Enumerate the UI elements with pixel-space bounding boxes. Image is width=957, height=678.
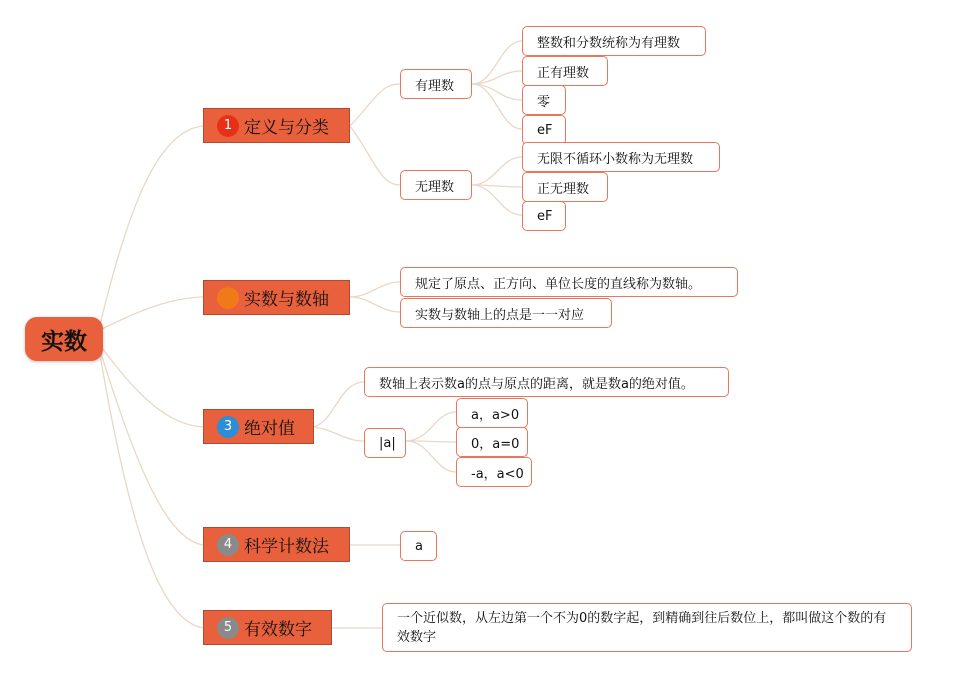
branch-label: 定义与分类 [244, 118, 329, 138]
leaf-ef-rational[interactable]: eF [522, 115, 566, 145]
branch-absolute-value[interactable] [203, 409, 314, 444]
leaf-one-to-one-correspondence[interactable]: 实数与数轴上的点是一一对应 [400, 298, 612, 328]
branch-label: 有效数字 [244, 620, 312, 640]
branch-definition-classification[interactable] [203, 108, 350, 143]
leaf-significant-figures-definition[interactable]: 一个近似数，从左边第一个不为0的数字起，到精确到往后数位上，都叫做这个数的有效数字 [382, 603, 912, 652]
number-5-icon: 5 [217, 617, 239, 639]
leaf-case-positive[interactable]: a，a>0 [456, 398, 528, 428]
leaf-number-line-definition[interactable]: 规定了原点、正方向、单位长度的直线称为数轴。 [400, 267, 738, 297]
number-4-icon: 4 [217, 534, 239, 556]
leaf-case-negative[interactable]: -a，a<0 [456, 457, 532, 487]
leaf-positive-irrational[interactable]: 正无理数 [522, 172, 608, 202]
branch-label: 绝对值 [244, 419, 295, 439]
branch-significant-figures[interactable] [203, 610, 332, 645]
branch-label: 实数与数轴 [244, 290, 329, 310]
leaf-irrational-definition[interactable]: 无限不循环小数称为无理数 [522, 142, 720, 172]
branch-label: 科学计数法 [244, 537, 329, 557]
leaf-scientific-a[interactable]: a [400, 531, 437, 561]
leaf-zero[interactable]: 零 [522, 85, 566, 115]
leaf-absolute-value-definition[interactable]: 数轴上表示数a的点与原点的距离，就是数a的绝对值。 [364, 367, 729, 397]
node-rational-numbers[interactable]: 有理数 [400, 69, 472, 99]
root-topic[interactable]: 实数 [25, 317, 103, 361]
node-irrational-numbers[interactable]: 无理数 [400, 170, 472, 200]
node-abs-a[interactable]: |a| [364, 428, 406, 458]
number-3-icon: 3 [217, 416, 239, 438]
number-2-icon [217, 287, 239, 309]
leaf-positive-rational[interactable]: 正有理数 [522, 56, 608, 86]
leaf-case-zero[interactable]: 0，a=0 [456, 427, 528, 457]
branch-scientific-notation[interactable] [203, 527, 350, 562]
leaf-ef-irrational[interactable]: eF [522, 201, 566, 231]
branch-real-number-line[interactable] [203, 280, 350, 315]
leaf-rational-definition[interactable]: 整数和分数统称为有理数 [522, 26, 706, 56]
number-1-icon: 1 [217, 115, 239, 137]
